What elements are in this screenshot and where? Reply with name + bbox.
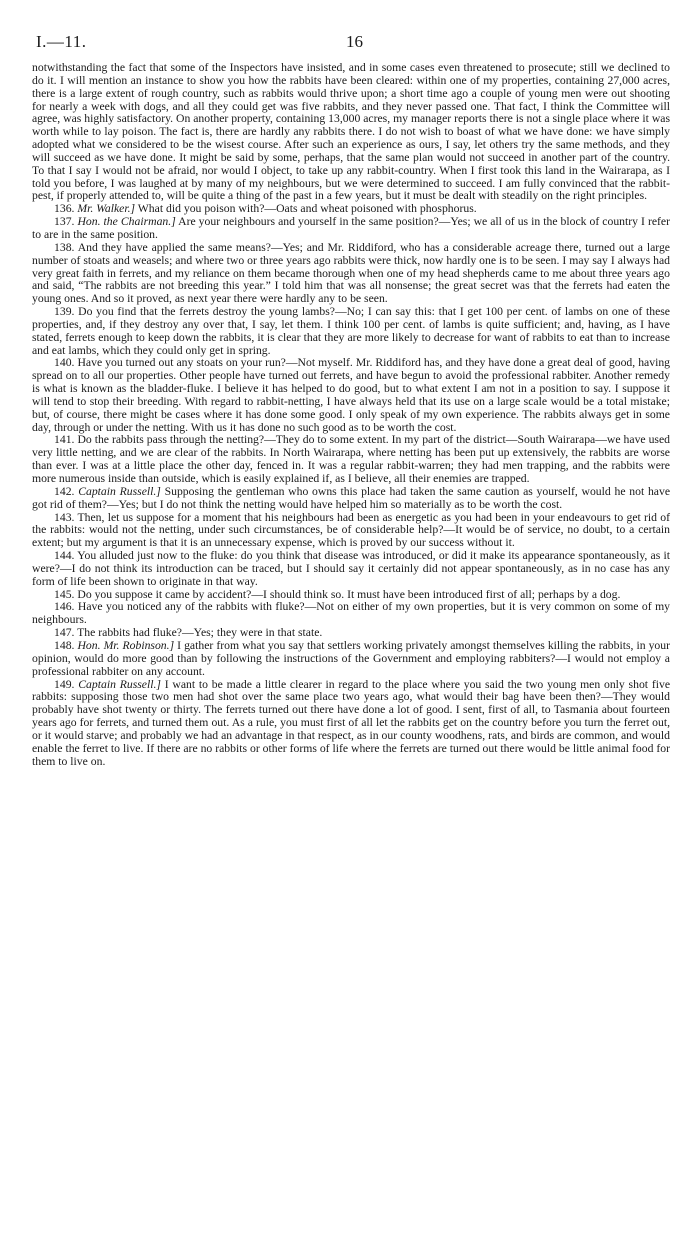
question-140: 140. Have you turned out any stoats on your run?—Not myself. Mr. Riddiford has, and they have done a great deal of good, having spread on to all our properties. Other people have turned out ferrets, and have begun to avoid the professional rabbiter. Another remedy is what is known as the bladder-fluke. I believe it has helped to do good, but to what extent I am not in a position to say. I suppose it will tend to stop their breeding. With regard to rabbit-netting, I have always held that its use on a large scale would be a total mistake; but, of course, there might be cases where it has done some good. I only speak of my own experience. The rabbits always get in some day, through or under the netting. With us it has done no such good as to be worth the cost. — [32, 356, 671, 434]
speaker: Captain Russell.] — [78, 484, 161, 498]
document-reference: I.—11. — [36, 32, 87, 51]
speaker: Mr. Walker.] — [77, 202, 136, 216]
question-145: 145. Do you suppose it came by accident?—I should think so. It must have been introduced first of all; perhaps by a dog. — [54, 587, 621, 601]
question-139: 139. Do you find that the ferrets destroy the young lambs?—No; I can say this: that I get 100 per cent. of lambs on one of these properties, and, if they destroy any over that, I say, let them. I think 100 per cent. of lambs is quite sufficient; and, having, as I have stated, ferrets enough to keep down the rabbits, it is clear that they are more likely to decrease for want of rabbits to eat than to increase and eat lambs, which they could only get in spring. — [32, 305, 670, 357]
speaker: Hon. the Chairman.] — [77, 215, 176, 229]
question-146: 146. Have you noticed any of the rabbits with fluke?—Not on either of my own properties, but it is very common on some of my neighbours. — [32, 600, 671, 627]
speaker: Hon. Mr. Robinson.] — [77, 638, 175, 652]
question-143: 143. Then, let us suppose for a moment that his neighbours had been as energetic as you had been in your endeavours to get rid of the rabbits: would not the netting, under such circumstances, be of considerable help?—It would be of service, no doubt, to a certain extent; but my argument is that it is an unnecessary expense, which is proved by our success without it. — [32, 510, 670, 550]
page-number: 16 — [346, 32, 363, 51]
question-137: 137. Hon. the Chairman.] Are your neighbours and yourself in the same position?—Yes; we all of us in the block of country I refer to are in the same position. — [32, 215, 671, 241]
question-147: 147. The rabbits had fluke?—Yes; they were in that state. — [54, 626, 323, 640]
question-149: 149. Captain Russell.] I want to be made a little clearer in regard to the place where you said the two young men only shot five rabbits: supposing those two men had shot over the same place two years ago, what would their bag have been then?—They would probably have shot twenty or thirty. The ferrets turned out there have done a lot of good. I sent, first of all, to Tasmania about fourteen years ago for ferrets, and turned them out. As a rule, you must first of all let the rabbits get on the country before you turn the ferret out, or it would starve; and probably we had an advantage in that respect, as in our county woodhens, rats, and birds are common, and would enable the ferret to live. If there are no rabbits or other forms of life where the ferrets are turned out there would be little animal food for them to live on. — [32, 677, 671, 768]
speaker: Captain Russell.] — [78, 677, 161, 691]
question-142: 142. Captain Russell.] Supposing the gentleman who owns this place had taken the same caution as yourself, would he not have got rid of them?—Yes; but I do not think the netting would have helped him so materially as to be worth the cost. — [32, 484, 671, 511]
question-141: 141. Do the rabbits pass through the netting?—They do to some extent. In my part of the district—South Wairarapa—we have used very little netting, and we are clear of the rabbits. In North Wairarapa, where netting has been put up extensively, the rabbits are worse than ever. I was at a little place the other day, fenced in. It was a regular rabbit-warren; they had men trapping, and the rabbits were more numerous inside than outside, which is easily explained if, as I believe, all their enemies are trapped. — [32, 433, 670, 485]
question-148: 148. Hon. Mr. Robinson.] I gather from what you say that settlers working privately amongst themselves killing the rabbits, in your opinion, would do more good than by following the instructions of the Government and employing rabbiters?—I would not employ a professional rabbiter on any account. — [32, 638, 670, 678]
question-144: 144. You alluded just now to the fluke: do you think that disease was introduced, or did it make its appearance spontaneously, as it were?—I do not think its introduction can be traced, but I should say it certainly did not appear spontaneously, as in no case has any form of life been shown to originate in that way. — [32, 549, 670, 588]
page-header — [32, 32, 670, 62]
question-138: 138. And they have applied the same means?—Yes; and Mr. Riddiford, who has a considerable acreage there, turned out a large number of stoats and weasels; and where two or three years ago rabbits were thick, now hardly one is to be seen. I may say I always had very great faith in ferrets, and my reliance on them became thorough when one of my head shepherds came to me about three years ago and said, “The rabbits are not breeding this year.” I told him that was all nonsense; the great secret was that the ferrets had eaten the young ones. And so it proved, as next year there were hardly any to be seen. — [32, 240, 670, 306]
evidence-text — [32, 62, 670, 768]
question-136: 136. Mr. Walker.] What did you poison with?—Oats and wheat poisoned with phosphorus. — [54, 202, 477, 216]
paragraph-continuation: notwithstanding the fact that some of the Inspectors have insisted, and in some cases even threatened to prosecute; still we declined to do it. I will mention an instance to show you how the rabbits have been cleared: within one of my properties, containing 27,000 acres, there is a large extent of rough country, such as rabbits would thrive upon; a short time ago a couple of young men were out shooting for nearly a week with dogs, and all they could get was five rabbits, and they never passed one. That fact, I think the Committee will agree, was highly satisfactory. On another property, containing 13,000 acres, my manager reports there is not a single place where it was worth while to lay poison. The fact is, there are hardly any rabbits there. I do not wish to boast of what we have done: we have simply adopted what we considered to be the wisest course. After such an experience as ours, I say, let others try the same methods, and they will succeed as we have done. It might be said by some, perhaps, that the same plan would not succeed in another part of the country. To that I say I would not be afraid, nor would I object, to take up any rabbit-country. When I first took this land in the Wairarapa, as I told you before, I was laughed at by many of my neighbours, but we were determined to succeed. I am fully convinced that the rabbit-pest, if properly attended to, will be quite a thing of the past in a few years, but it must be dealt with steadily on the right principles. — [32, 61, 670, 203]
